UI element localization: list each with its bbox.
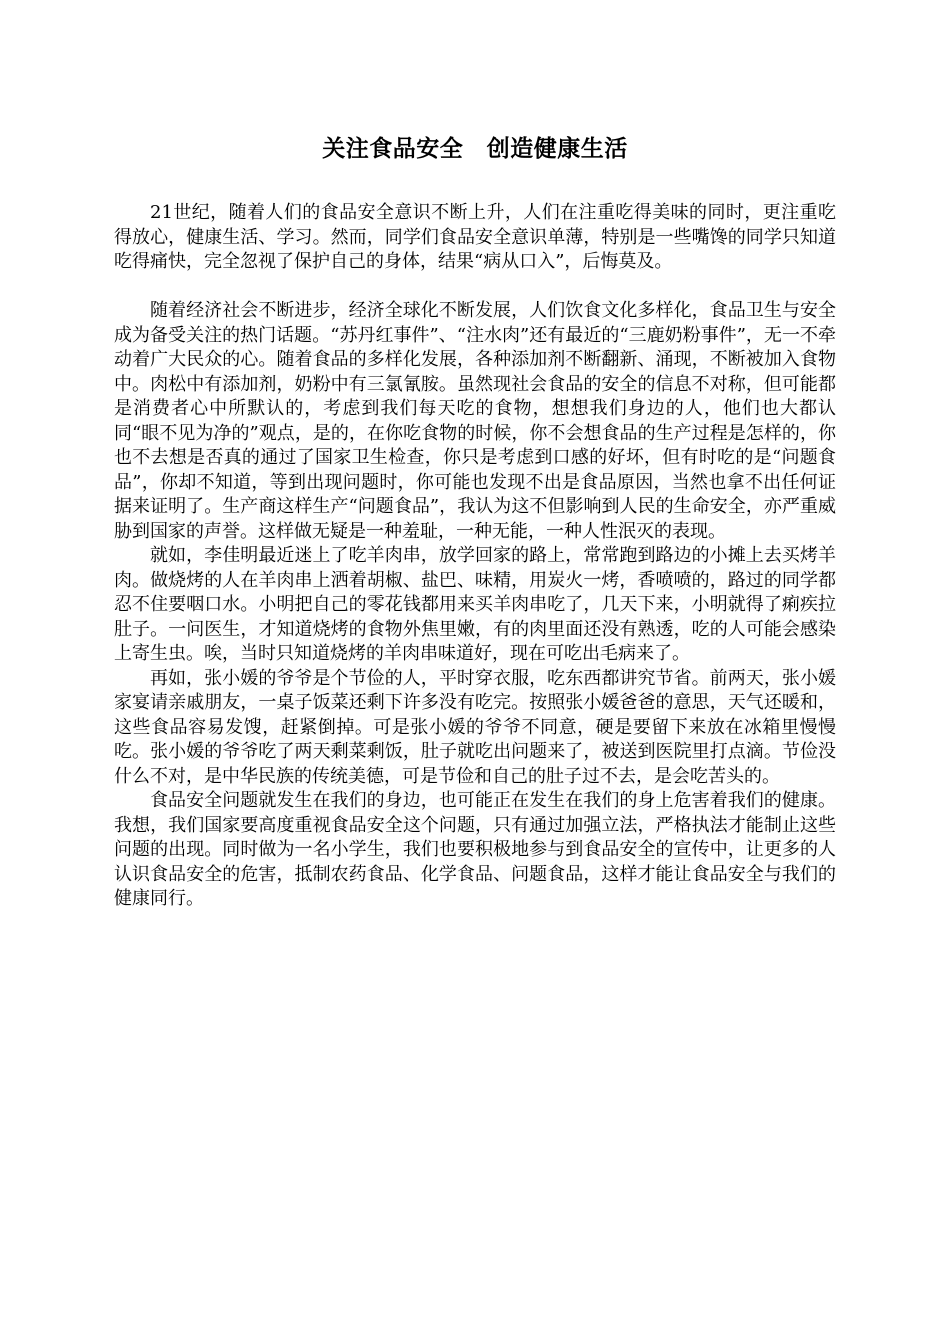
paragraph-example-mutton: 就如，李佳明最近迷上了吃羊肉串，放学回家的路上，常常跑到路边的小摊上去买烤羊肉。做烧烤的人在羊肉串上洒着胡椒、盐巴、味精，用炭火一烤，香喷喷的，路过的同学都忍不住要咽口水。小明把自己的零花钱都用来买羊肉串吃了，几天下来，小明就得了痢疾拉肚子。一问医生，才知道烧烤的食物外焦里嫩，有的肉里面还没有熟透，吃的人可能会感染上寄生虫。唉，当时只知道烧烤的羊肉串味道好，现在可吃出毛病来了。 <box>114 545 836 664</box>
paragraph-background: 随着经济社会不断进步，经济全球化不断发展，人们饮食文化多样化，食品卫生与安全成为备受关注的热门话题。“苏丹红事件”、“注水肉”还有最近的“三鹿奶粉事件”，无一不牵动着广大民众的心。随着食品的多样化发展，各种添加剂不断翻新、涌现，不断被加入食物中。肉松中有添加剂，奶粉中有三氯氰胺。虽然现社会食品的安全的信息不对称，但可能都是消费者心中所默认的，考虑到我们每天吃的食物，想想我们身边的人，他们也大都认同“眼不见为净的”观点，是的，在你吃食物的时候，你不会想食品的生产过程是怎样的，你也不去想是否真的通过了国家卫生检查，你只是考虑到口感的好坏，但有时吃的是“问题食品”，你却不知道，等到出现问题时，你可能也发现不出是食品原因，当然也拿不出任何证据来证明了。生产商这样生产“问题食品”，我认为这不但影响到人民的生命安全，亦严重威胁到国家的声誉。这样做无疑是一种羞耻，一种无能，一种人性泯灭的表现。 <box>114 300 836 542</box>
paragraph-conclusion: 食品安全问题就发生在我们的身边，也可能正在发生在我们的身上危害着我们的健康。我想，我们国家要高度重视食品安全这个问题，只有通过加强立法，严格执法才能制止这些问题的出现。同时做为一名小学生，我们也要积极地参与到食品安全的宣传中，让更多的人认识食品安全的危害，抵制农药食品、化学食品、问题食品，这样才能让食品安全与我们的健康同行。 <box>114 790 836 909</box>
paragraph-intro: 21世纪，随着人们的食品安全意识不断上升，人们在注重吃得美味的同时，更注重吃得放心，健康生活、学习。然而，同学们食品安全意识单薄，特别是一些嘴馋的同学只知道吃得痛快，完全忽视了保护自己的身体，结果“病从口入”，后悔莫及。 <box>114 202 836 272</box>
paragraph-example-leftovers: 再如，张小媛的爷爷是个节俭的人，平时穿衣服，吃东西都讲究节省。前两天，张小媛家宴请亲戚朋友，一桌子饭菜还剩下许多没有吃完。按照张小媛爸爸的意思，天气还暖和，这些食品容易发馊，赶紧倒掉。可是张小媛的爷爷不同意，硬是要留下来放在冰箱里慢慢吃。张小媛的爷爷吃了两天剩菜剩饭，肚子就吃出问题来了，被送到医院里打点滴。节俭没什么不对，是中华民族的传统美德，可是节俭和自己的肚子过不去，是会吃苦头的。 <box>114 667 836 787</box>
page-title: 关注食品安全 创造健康生活 <box>322 136 628 162</box>
article-body <box>114 201 836 912</box>
